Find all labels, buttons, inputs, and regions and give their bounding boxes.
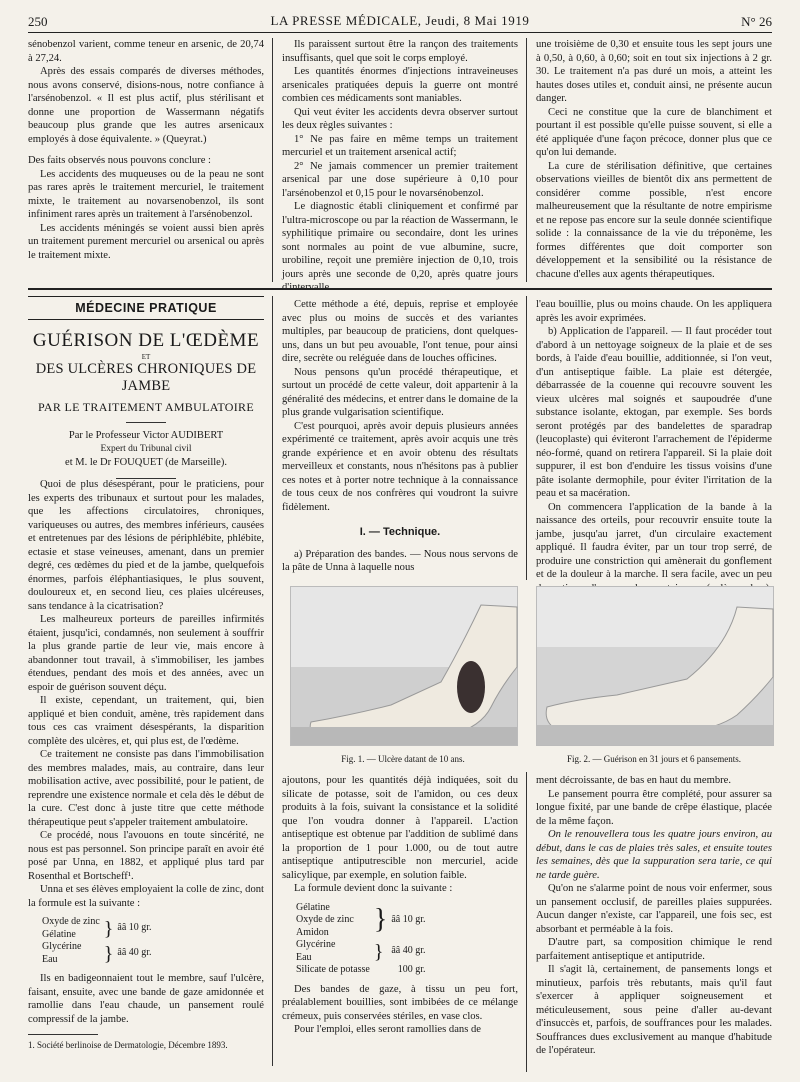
paragraph: Le pansement pourra être complété, pour assurer sa longue fixité, par une bande de crêpe élastique, placée de la même façon. — [536, 788, 772, 827]
formula-ingredient: Gélatine Oxyde de zinc Amidon — [296, 901, 354, 938]
article-title-line-3: PAR LE TRAITEMENT AMBULATOIRE — [38, 400, 254, 414]
footnote: 1. Société berlinoise de Dermatologie, Décembre 1893. — [28, 1040, 228, 1050]
article-column-2-continued — [282, 774, 518, 1074]
paragraph: La cure de stérilisation définitive, que certaines observations vieilles de bientôt dix ans permettent de considérer comme possible, n'est encore malheureusement que la résultante de notre empirisme et ne repose pas encore sur la seule donnée scientifique solide : la connaissance de la vie du tréponème, les formes différentes que doit comporter son développement et la sensibilité ou la résistance de chacune d'elles aux agents thérapeutiques. — [536, 160, 772, 280]
paragraph: Unna et ses élèves employaient la colle de zinc, dont la formule est la suivante : — [28, 884, 264, 909]
formula-dose: ââ 40 gr. — [391, 945, 426, 957]
subsection-heading: I. — Technique. — [359, 526, 441, 538]
paragraph: 1° Ne pas faire en même temps un traitement mercuriel et un traitement arsenical actif; — [282, 133, 518, 158]
paragraph: Il s'agit là, certainement, de pansements longs et minutieux, parfois très rebutants, mais qu'il faut s'exercer à appliquer soigneusement et méticuleusement, sous peine d'aller au-devant d'insuccès et, parfois, de souffrances pour les malades. Souffrances dues exclusivement au manque d'habitude de l'opérateur. — [536, 964, 772, 1056]
author-2: et M. le Dr FOUQUET (de Marseille). — [65, 457, 227, 468]
paragraph: l'eau bouillie, plus ou moins chaude. On les appliquera après les avoir exprimées. — [536, 299, 772, 324]
paragraph: Le diagnostic établi cliniquement et confirmé par l'ultra-microscope ou par la réaction de Wassermann, le syphilitique primaire ou secondaire, dont les urines sont normales au point de vue albumine, sucre, urobiline, reçoit une première injection de 0,10, trois jours après une seconde de 0,20, après quatre jours — [282, 201, 518, 280]
paragraph: Les malheureux porteurs de pareilles infirmités étaient, jusqu'ici, condamnés, non seulement à souffrir la plus grande partie de leur vie, mais encore à abandonner tout travail, à s'immobiliser, les jambes étendues, pendant des mois et des années, avec un espoir de guérison souvent déçu. — [28, 614, 264, 693]
formula-ingredient: Glycérine Eau — [296, 939, 336, 963]
formula-ingredient: Silicate de potasse — [296, 964, 370, 975]
figure-2-caption: Fig. 2. — Guérison en 31 jours et 6 pansements. — [567, 754, 741, 764]
article-column-3 — [536, 298, 772, 584]
formula-dose: ââ 40 gr. — [117, 947, 152, 959]
figure-1-caption: Fig. 1. — Ulcère datant de 10 ans. — [341, 754, 465, 764]
top-column-1 — [28, 38, 264, 282]
formula-modified-paste — [294, 902, 518, 977]
paragraph: a) Préparation des bandes. — Nous nous servons de la pâte de Unna à laquelle nous — [282, 548, 518, 573]
leg-ulcer-image — [291, 587, 517, 745]
top-column-2 — [282, 38, 518, 282]
section-header: MÉDECINE PRATIQUE — [28, 296, 264, 320]
paragraph: Ce procédé, nous l'avouons en toute sincérité, ne nous est pas personnel. Son principe paraît en avoir été posé par Unna, en 1882, et appliqué plus tard par Rosenthal et Bortscheff¹. — [28, 830, 264, 882]
paragraph: ment décroissante, de bas en haut du membre. — [536, 775, 732, 786]
figure-1-photo — [290, 586, 518, 746]
paragraph: D'autre part, sa composition chimique le rend parfaitement antiseptique et antiputride. — [536, 937, 772, 962]
page-number: 250 — [28, 14, 48, 29]
formula-dose: 100 gr. — [397, 964, 426, 975]
paragraph: Quoi de plus désespérant, pour le praticiens, pour les experts des tribunaux et surtout pour les malades, que les affections circulatoires, chroniques, variqueuses ou autres, des membres inférieurs, causées et entretenues par des lésions de périphlébite, phlébite, ectasie et stase veineuses, amenant, dans un premier degré, ces œdèmes du pied et de la jambe, quelquefois énormes, parfois éléphantiasiques, le plus souvent, douloureux et, en second lieu, ces plaies ulcéreuses, sans tendance à la cicatrisation? — [28, 479, 264, 612]
paragraph: Les quantités énormes d'injections intraveineuses arsenicales pratiquées depuis la guerre ont montré combien ces médicaments sont maniables. — [282, 66, 518, 104]
paragraph: Après des essais comparés de diverses méthodes, nous avons conservé, disions-nous, notre confiance à l'arsénobenzol. « Il est plus actif, plus stérilisant et donne une proportion de Wassermann négatifs beaucoup plus grande que les autres arsenicaux employés à dose équivalente. » (Queyrat.) — [28, 66, 264, 145]
journal-title: LA PRESSE MÉDICALE, Jeudi, 8 Mai 1919 — [270, 13, 530, 28]
issue-number: N° 26 — [741, 14, 772, 29]
brace: } — [373, 904, 388, 936]
paragraph: Ce traitement ne consiste pas dans l'immobilisation des membres malades, mais, au contraire, dans leur mobilisation active, avec possibilité, pour le patient, de reprendre une existence normale et cela dès le début de la cure. C'est donc à juste titre que cette méthode thérapeutique peut s'appeler traitement ambulatoire. — [28, 749, 264, 828]
brace: } — [103, 917, 114, 940]
paragraph: Ceci ne constitue que la cure de blanchiment et pourtant il est possible qu'elle puisse souvent, si elle a été appliquée d'une façon précoce, donner plus que ce qu'on lui demande. — [536, 106, 772, 158]
article-column-3-continued — [536, 774, 772, 1074]
paragraph: Les accidents méningés se voient aussi bien après un traitement purement mercuriel ou arsenical ou après le traitement mixte. — [28, 222, 264, 261]
article-title-conjunction: ET — [141, 353, 151, 361]
paragraph: Pour l'emploi, elles seront ramollies dans de — [294, 1024, 481, 1035]
column-rule — [526, 772, 527, 1072]
paragraph: sénobenzol varient, comme teneur en arsenic, de 20,74 à 27,24. — [28, 39, 264, 64]
title-separator — [126, 422, 166, 423]
paragraph: Cette méthode a été, depuis, reprise et employée avec plus ou moins de succès et des variantes multiples, par beaucoup de praticiens, dont quelques-uns, dans un but peu avouable, l'ont tenue, pour ainsi dire, secrète ou reléguée dans de louches officines. — [282, 299, 518, 364]
article-title-block — [28, 330, 264, 479]
paragraph: b) Application de l'appareil. — Il faut procéder tout d'abord à un nettoyage soigneux de la plaie et de ses bords, à l'aide d'eau bouillie, additionnée, si l'on veut, d'un antiseptique faible. La plaie est détergée, débarrassée de la couenne qui recouvre souvent les vieux ulcères mal soignés et saupoudrée d'une substance isolante, ektogan, par exemple. Ses bords seront protégés par des bandelettes de sparadrap (leucoplaste) qui éviteront l'arrachement de l'épiderme néo-formé, quand on retirera l'appareil. Si la plaie doit suppurer, il est bon d'enduire les tissus voisins d'une pâte isolante dermophile, pour éviter l'irritation de la peau et sa macération. — [536, 326, 772, 499]
paragraph: C'est pourquoi, après avoir depuis plusieurs années expérimenté ce traitement, après avoir acquis une très grande expérience et en avoir obtenu des résultats merveilleux et constants, nous n'hésitons pas à publier ces notes et à porter notre technique à la connaissance de tous ceux de nos confrères qui voudront la suivre fidèlement. — [282, 420, 518, 513]
paragraph: La formule devient donc la suivante : — [294, 883, 453, 894]
paragraph: Il existe, cependant, un traitement, qui, bien appliqué et bien conduit, amène, très rapidement dans tous ces cas vraiment désespérants, la disparition complète des ulcères, et, qui plus est, de l'œdème. — [28, 695, 264, 747]
article-title-line-2: DES ULCÈRES CHRONIQUES DE JAMBE — [35, 361, 257, 394]
paragraph: Les accidents des muqueuses ou de la peau ne sont pas rares après le traitement mercuriel, le traitement mixte, le traitement au novarsenobenzol, ils sont infiniment rares après un traitement à l'arsénobenzol. — [28, 168, 264, 220]
paragraph: Ils en badigeonnaient tout le membre, sauf l'ulcère, faisant, ensuite, avec une bande de gaze amidonnée et ramollie dans l'eau chaude, un pansement roulé compressif de la jambe. — [28, 973, 264, 1025]
paragraph: ajoutons, pour les quantités déjà indiquées, soit du silicate de potasse, soit de l'amidon, ou ces deux produits à la fois, suivant la consistance et la solidité que l'on voudra donner à l'appareil. L'action antiseptique est obtenue par l'addition de sublimé dans la proportion de 1 pour 1.000, ou de tout autre antiseptique antiputrescible non mercuriel, acide salicylique, par exemple, en solution faible. — [282, 775, 518, 881]
paragraph: une troisième de 0,30 et ensuite tous les sept jours une à 0,50, à 0,60, à 0,60; soit en tout six injections à 2 gr. 30. Le traitement n'a pas duré un mois, a atteint les hautes doses utiles et, conduit ainsi, ne présente aucun danger. — [536, 39, 772, 104]
brace: } — [373, 940, 384, 963]
author-1: Par le Professeur Victor AUDIBERT — [68, 430, 224, 441]
formula-ingredient: Glycérine Eau — [42, 941, 82, 965]
healed-leg-image — [537, 587, 773, 745]
column-rule — [526, 38, 527, 282]
formula-zinc-glue — [40, 916, 264, 966]
top-column-3 — [536, 38, 772, 282]
paragraph: 2° Ne jamais commencer un premier traitement arsenical par une dose supérieure à 0,10 pour l'arsénobenzol et 0,15 pour le novarsénobenzol. — [282, 160, 518, 199]
paragraph: Des faits observés nous pouvons conclure : — [28, 155, 212, 166]
article-title-line-1: GUÉRISON DE L'ŒDÈME — [32, 330, 260, 351]
formula-dose: ââ 10 gr. — [391, 914, 426, 925]
section-divider — [28, 288, 772, 290]
footnote-rule — [28, 1034, 98, 1035]
column-rule — [272, 296, 273, 1066]
paragraph: Nous pensons qu'un procédé thérapeutique, et surtout un procédé de cette valeur, doit appartenir à la généralité des médecins, et entrer dans le domaine de la plus grande vulgarisation scientifique. — [282, 366, 518, 418]
paragraph: Qui veut éviter les accidents devra observer surtout les deux règles suivantes : — [282, 106, 518, 131]
figure-2-photo — [536, 586, 774, 746]
brace: } — [103, 942, 114, 965]
paragraph: Des bandes de gaze, à tissu un peu fort, préalablement bouillies, sont imbibées de ce mélange crémeux, puis conservées stériles, en vase clos. — [282, 983, 518, 1022]
column-rule — [526, 296, 527, 580]
running-header — [28, 10, 772, 33]
paragraph: On le renouvellera tous les quatre jours environ, au début, dans le cas de plaies très sales, et ensuite toutes les semaines, dès que la suppuration sera tarie, ce qui ne tarde guère. — [536, 829, 772, 881]
column-rule — [272, 38, 273, 282]
paragraph: On commencera l'application de la bande à la naissance des orteils, pour recouvrir ensuite toute la jambe, jusqu'au jarret, d'un circulaire exactement appliqué. Il faudra éviter, par un tour trop serré, de produire une constriction qui amènerait du gonflement et de la douleur à la marche. Il sera facile, avec un peu — [536, 501, 772, 580]
paragraph: Qu'on ne s'alarme point de nous voir enfermer, sous un pansement occlusif, de pareilles plaies suppurées. Aucun danger n'existe, car l'appareil, une fois sec, est absorbant et perméable à la fois. — [536, 883, 772, 935]
formula-ingredient: Oxyde de zinc Gélatine — [42, 916, 100, 940]
article-column-2 — [282, 298, 518, 576]
paragraph: Ils paraissent surtout être la rançon des traitements insuffisants, quel que soit le corps employé. — [282, 39, 518, 64]
article-column-1 — [28, 478, 264, 1030]
formula-dose: ââ 10 gr. — [117, 922, 152, 934]
author-1-role: Expert du Tribunal civil — [100, 443, 192, 454]
